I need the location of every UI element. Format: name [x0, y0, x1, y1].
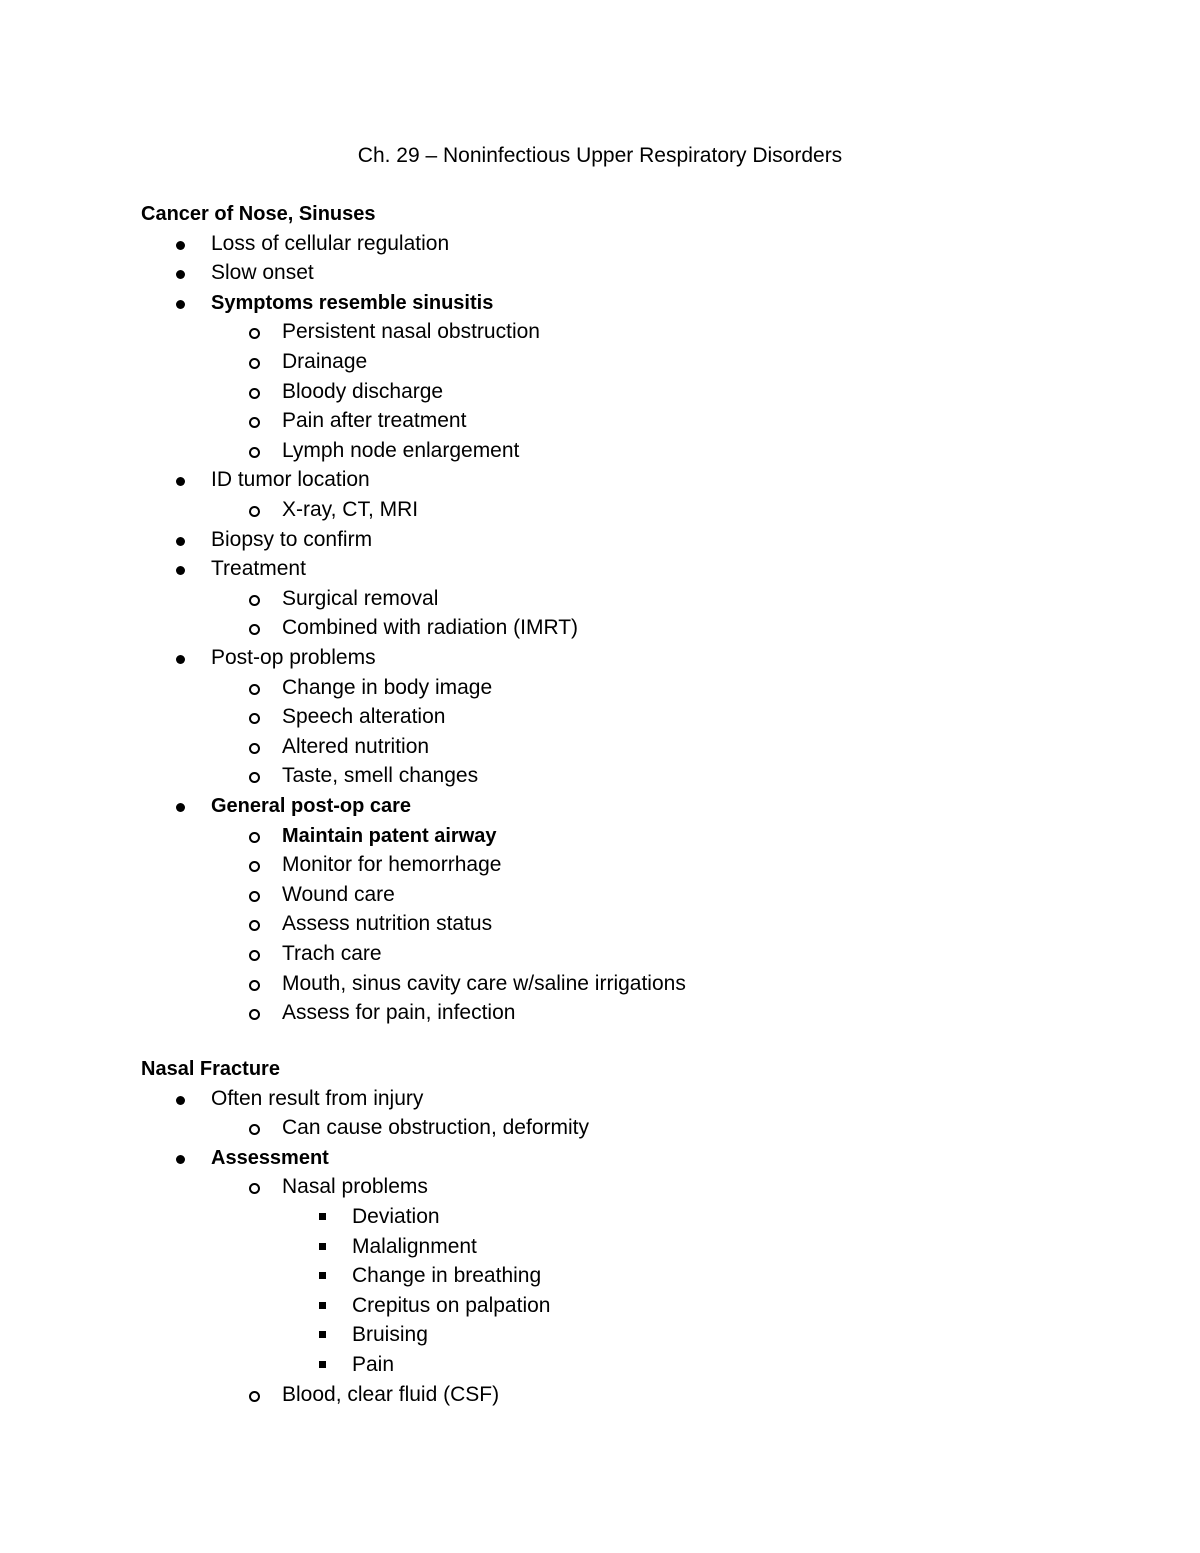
list-item-level-2: Drainage	[282, 350, 368, 373]
bullet-circle-icon	[249, 684, 260, 695]
list-item-level-2: Trach care	[282, 942, 382, 965]
list-item-level-1: General post-op care	[211, 795, 412, 817]
bullet-square-icon	[319, 1243, 326, 1250]
bullet-dot-icon	[176, 270, 185, 279]
list-item-level-2: Persistent nasal obstruction	[282, 320, 540, 344]
list-item-level-2: Nasal problems	[282, 1175, 428, 1199]
bullet-dot-icon	[176, 477, 185, 486]
bullet-circle-icon	[249, 358, 260, 369]
bullet-square-icon	[319, 1213, 326, 1220]
bullet-circle-icon	[249, 1009, 260, 1020]
list-item-level-3: Change in breathing	[352, 1264, 542, 1288]
bullet-square-icon	[319, 1361, 326, 1368]
section-heading: Cancer of Nose, Sinuses	[141, 203, 376, 225]
list-item-level-2: Blood, clear fluid (CSF)	[282, 1382, 500, 1406]
list-item-level-2: Can cause obstruction, deformity	[282, 1116, 589, 1140]
list-item-level-2: Monitor for hemorrhage	[282, 853, 502, 877]
bullet-circle-icon	[249, 1183, 260, 1194]
bullet-circle-icon	[249, 624, 260, 635]
bullet-square-icon	[319, 1302, 326, 1309]
list-item-level-1: Loss of cellular regulation	[211, 231, 450, 255]
bullet-circle-icon	[249, 891, 260, 902]
list-item-level-2: Altered nutrition	[282, 734, 430, 758]
list-item-level-2: Speech alteration	[282, 705, 446, 729]
bullet-circle-icon	[249, 713, 260, 724]
list-item-level-1: Post-op problems	[211, 646, 376, 669]
list-item-level-1: Biopsy to confirm	[211, 527, 373, 551]
list-item-level-2: Taste, smell changes	[282, 764, 479, 788]
section-heading: Nasal Fracture	[141, 1058, 280, 1080]
list-item-level-2: X-ray, CT, MRI	[282, 498, 419, 521]
list-item-level-2: Mouth, sinus cavity care w/saline irrigations	[282, 971, 686, 995]
list-item-level-1: Often result from injury	[211, 1086, 424, 1110]
bullet-circle-icon	[249, 861, 260, 872]
bullet-circle-icon	[249, 980, 260, 991]
bullet-square-icon	[319, 1272, 326, 1279]
bullet-circle-icon	[249, 328, 260, 339]
list-item-level-2: Pain after treatment	[282, 409, 467, 433]
bullet-circle-icon	[249, 447, 260, 458]
bullet-circle-icon	[249, 832, 260, 843]
list-item-level-2: Change in body image	[282, 675, 493, 699]
list-item-level-2: Lymph node enlargement	[282, 438, 520, 462]
bullet-circle-icon	[249, 595, 260, 606]
bullet-circle-icon	[249, 743, 260, 754]
bullet-dot-icon	[176, 566, 185, 575]
bullet-dot-icon	[176, 1155, 185, 1164]
list-item-level-1: Symptoms resemble sinusitis	[211, 291, 494, 314]
list-item-level-3: Malalignment	[352, 1234, 477, 1258]
bullet-square-icon	[319, 1331, 326, 1338]
list-item-level-1: Assessment	[211, 1146, 329, 1169]
list-item-level-3: Crepitus on palpation	[352, 1293, 551, 1317]
list-item-level-1: Slow onset	[211, 261, 314, 285]
bullet-dot-icon	[176, 537, 185, 546]
bullet-circle-icon	[249, 388, 260, 399]
bullet-circle-icon	[249, 506, 260, 517]
bullet-dot-icon	[176, 241, 185, 250]
list-item-level-2: Assess for pain, infection	[282, 1001, 516, 1025]
bullet-circle-icon	[249, 950, 260, 961]
bullet-dot-icon	[176, 655, 185, 664]
list-item-level-3: Pain	[352, 1353, 395, 1376]
bullet-dot-icon	[176, 803, 185, 812]
list-item-level-2: Surgical removal	[282, 586, 439, 610]
bullet-circle-icon	[249, 417, 260, 428]
bullet-circle-icon	[249, 920, 260, 931]
list-item-level-1: Treatment	[211, 557, 306, 581]
bullet-circle-icon	[249, 772, 260, 783]
list-item-level-2: Assess nutrition status	[282, 912, 493, 936]
bullet-dot-icon	[176, 300, 185, 309]
bullet-circle-icon	[249, 1124, 260, 1135]
list-item-level-3: Bruising	[352, 1323, 428, 1347]
list-item-level-1: ID tumor location	[211, 468, 370, 492]
bullet-dot-icon	[176, 1096, 185, 1105]
list-item-level-3: Deviation	[352, 1205, 440, 1228]
document-title: Ch. 29 – Noninfectious Upper Respiratory Disorders	[357, 144, 843, 167]
bullet-circle-icon	[249, 1391, 260, 1402]
list-item-level-2: Maintain patent airway	[282, 824, 497, 847]
list-item-level-2: Bloody discharge	[282, 379, 444, 403]
list-item-level-2: Wound care	[282, 882, 395, 906]
list-item-level-2: Combined with radiation (IMRT)	[282, 616, 579, 640]
